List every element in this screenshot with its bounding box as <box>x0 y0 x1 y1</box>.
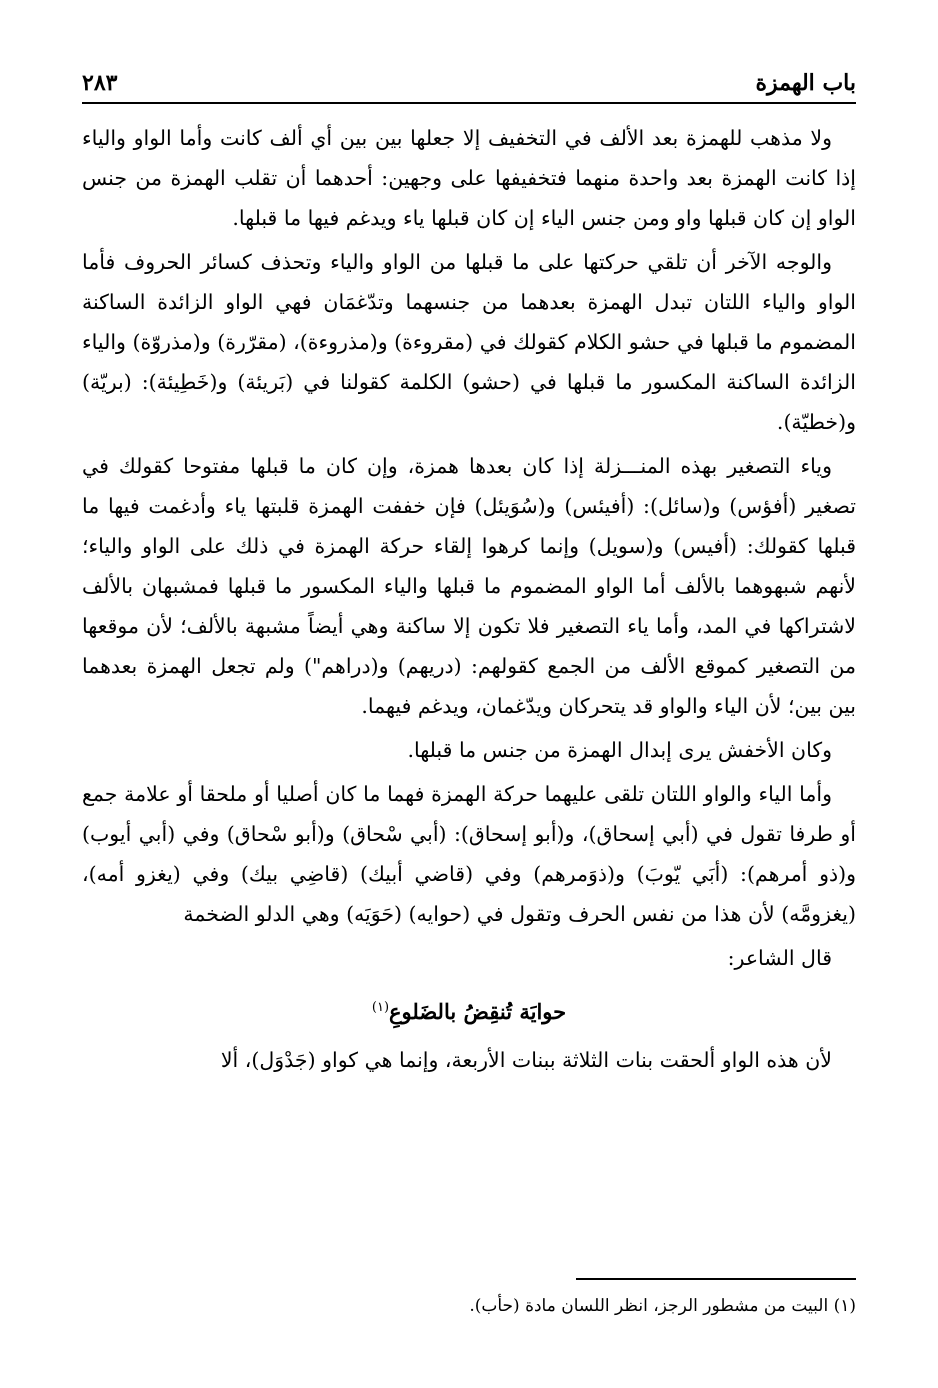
paragraph: ولا مذهب للهمزة بعد الألف في التخفيف إلا جعلها بين بين أي ألف كانت وأما الواو والياء إذا كانت الهمزة بعد واحدة منهما فتخفيفها على وجهين: أحدهما أن تقلب الهمزة من جنس الواو إن كان قبلها واو ومن جنس الياء إن كان قبلها ياء ويدغم فيها ما قبلها. <box>82 126 856 230</box>
page-header <box>82 52 856 104</box>
verse-line <box>82 988 856 1032</box>
running-title: باب الهمزة <box>755 70 856 96</box>
footnote-separator <box>576 1278 856 1280</box>
poet-intro: قال الشاعر: <box>727 946 832 970</box>
footnote-marker: (١) <box>371 1000 390 1015</box>
closing-paragraph: لأن هذه الواو ألحقت بنات الثلاثة ببنات الأربعة، وإنما هي كواو (جَدْوَل)، ألا <box>220 1048 832 1072</box>
verse-text: حوايَة تُنقِضُ بالضَلوعِ <box>389 999 567 1024</box>
page-number: ٢٨٣ <box>82 70 118 96</box>
page-body <box>82 118 856 1084</box>
paragraph: وأما الياء والواو اللتان تلقى عليهما حركة الهمزة فهما ما كان أصليا أو ملحقا أو علامة جمع أو طرفا تقول في (أبي إسحاق)، و(أبو إسحاق): (أبي سْحاق) و(أبو سْحاق) وفي (أبي أيوب) و(ذو أمرهم): (أبَي يّوبَ) و(ذوَمرهم) وفي (قاضي أبيك) (قاضِي بيك) وفي (يغزو أمه)، (يغزومَّه) لأن هذا من نفس الحرف وتقول في (حوايه) (حَوَيَه) وهي الدلو الضخمة <box>82 782 856 926</box>
paragraph: والوجه الآخر أن تلقي حركتها على ما قبلها من الواو والياء وتحذف كسائر الحروف فأما الواو والياء اللتان تبدل الهمزة بعدهما من جنسهما وتدّغمَان فهي الواو الزائدة الساكنة المضموم ما قبلها في حشو الكلام كقولك في (مقروءة) و(مذروءة)، (مقرّرة) و(مذروّة) والياء الزائدة الساكنة المكسور ما قبلها في (حشو) الكلمة كقولنا في (بَريئة) و(خَطِيئة): (بريّة) و(خطيّة). <box>82 250 856 434</box>
footnote: (١) البيت من مشطور الرجز، انظر اللسان مادة (حأب). <box>469 1296 856 1316</box>
paragraph: وكان الأخفش يرى إبدال الهمزة من جنس ما قبلها. <box>407 738 832 762</box>
paragraph: وياء التصغير بهذه المنـــزلة إذا كان بعدها همزة، وإن كان ما قبلها مفتوحا كقولك في تصغير (أفؤس) و(سائل): (أفيئس) و(سُوَيئل) فإن خففت الهمزة قلبتها ياء وأدغمت فيها ما قبلها كقولك: (أفيس) و(سويل) وإنما كرهوا إلقاء حركة الهمزة في ذلك على الواو والياء؛ لأنهم شبهوهما بالألف أما الواو المضموم ما قبلها والياء المكسور ما قبلها فمشبهان بالألف لاشتراكها في المد، وأما ياء التصغير فلا تكون إلا ساكنة وهي أيضاً مشبهة بالألف؛ لأن موقعها من التصغير كموقع الألف من الجمع كقولهم: (دريهم) و(دراهم") ولم تجعل الهمزة بعدهما بين بين؛ لأن الياء والواو قد يتحركان ويدّغمان، ويدغم فيهما. <box>82 454 856 718</box>
